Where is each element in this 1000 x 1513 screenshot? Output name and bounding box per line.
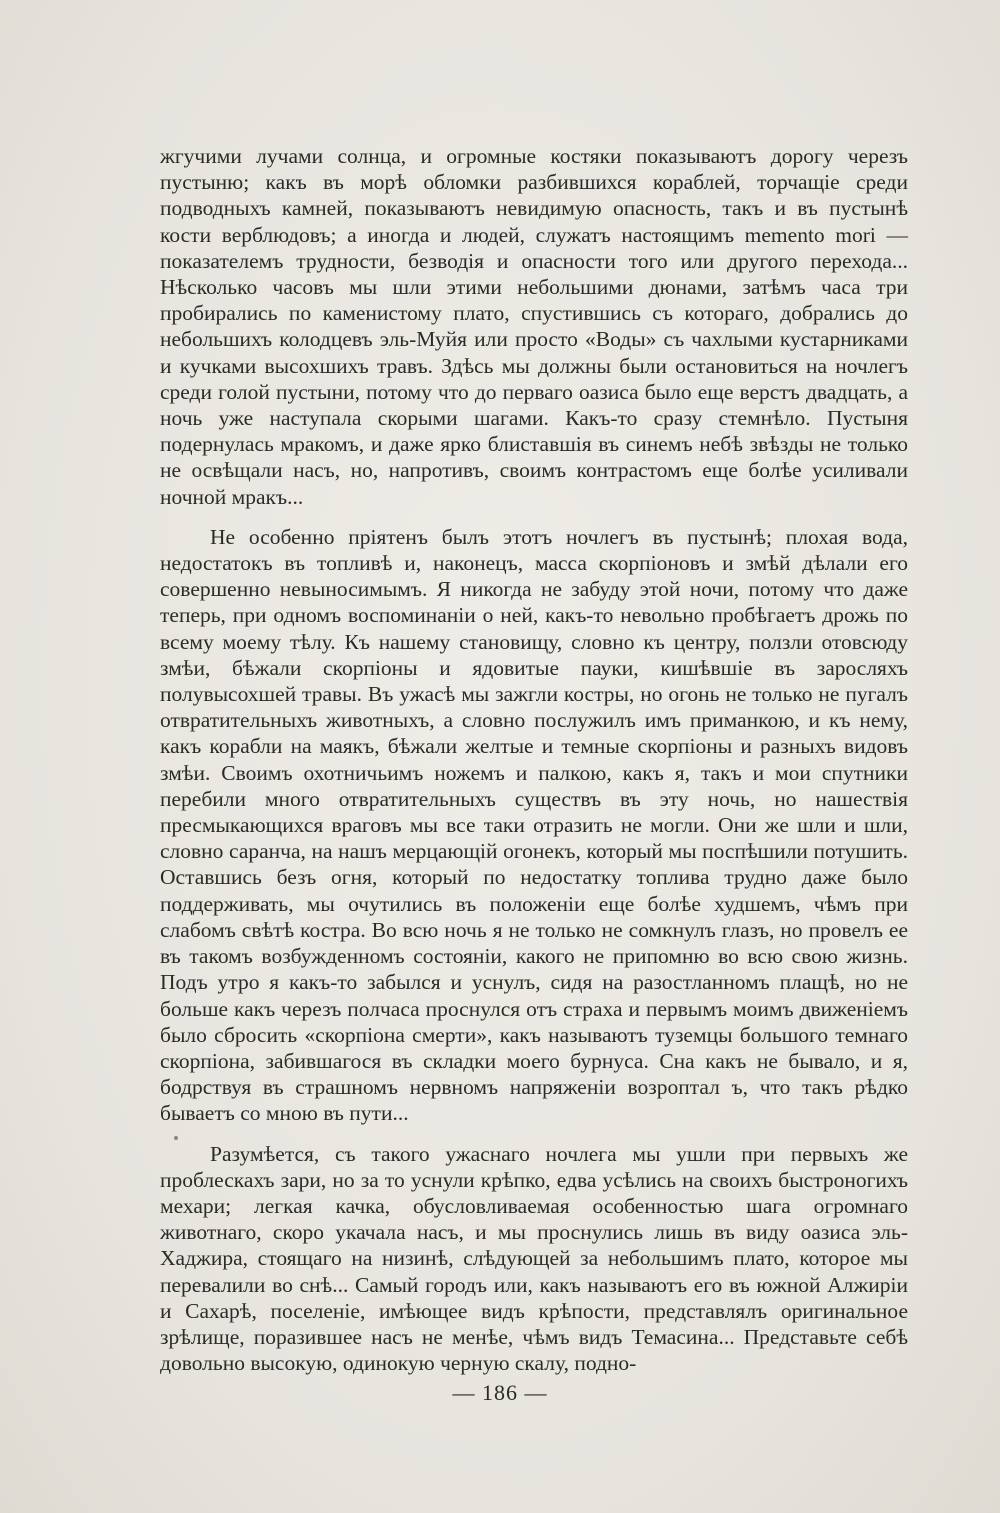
paragraph-3: Разумѣется, съ такого ужаснаго ночлега мы ушли при первыхъ же проблескахъ зари, но за то уснули крѣпко, едва усѣлись на своихъ быстроногихъ мехари; легкая качка, обусловливаемая особенностью шага огромнаго животнаго, скоро укачала насъ, и мы проснулись лишь въ виду оазиса эль-Хаджира, стоящаго на низинѣ, слѣдующей за небольшимъ плато, которое мы перевалили во снѣ... Самый городъ или, какъ называютъ его въ южной Алжиріи и Сахарѣ, поселеніе, имѣющее видъ крѣпости, представлялъ оригинальное зрѣлище, поразившее насъ не менѣе, чѣмъ видъ Темасина... Представьте себѣ довольно высокую, одинокую черную скалу, подно- <box>160 1141 908 1376</box>
paragraph-2: Не особенно пріятенъ былъ этотъ ночлегъ въ пустынѣ; плохая вода, недостатокъ въ топливѣ и, наконецъ, масса скорпіоновъ и змѣй дѣлали его совершенно невыносимымъ. Я никогда не забуду этой ночи, потому что даже теперь, при одномъ воспоминаніи о ней, какъ-то невольно пробѣгаетъ дрожь по всему моему тѣлу. Къ нашему становищу, словно къ центру, ползли отовсюду змѣи, бѣжали скорпіоны и ядовитые пауки, кишѣвшіе въ заросляхъ полувысохшей травы. Въ ужасѣ мы зажгли костры, но огонь не только не пугалъ отвратительныхъ животныхъ, а словно послужилъ имъ приманкою, и къ нему, какъ корабли на маякъ, бѣжали желтые и темные скорпіоны и разныхъ видовъ змѣи. Своимъ охотничьимъ ножемъ и палкою, какъ я, такъ и мои спутники перебили много отвратительныхъ существъ въ эту ночь, но нашествія пресмыкающихся враговъ мы все таки отразить не могли. Они же шли и шли, словно саранча, на нашъ мерцающій огонекъ, который мы поспѣшили потушить. Оставшись безъ огня, который по недостатку топлива трудно даже было поддерживать, мы очутились въ положеніи еще болѣе худшемъ, чѣмъ при слабомъ свѣтѣ костра. Во всю ночь я не только не сомкнулъ глазъ, но провелъ ее въ такомъ возбужденномъ состояніи, какого не припомню во всю свою жизнь. Подъ утро я какъ-то забылся и уснулъ, сидя на разостланномъ плащѣ, но не больше какъ черезъ полчаса проснулся отъ страха и первымъ моимъ движеніемъ было сбросить «скорпіона смерти», какъ называютъ туземцы большого темнаго скорпіона, забившагося въ складки моего бурнуса. Сна какъ не бывало, и я, бодрствуя въ страшномъ нервномъ напряженіи возроптал ъ, что такъ рѣдко бываетъ со мною въ пути... <box>160 524 908 1126</box>
body-text <box>160 143 908 1390</box>
page-number: — 186 — <box>452 1380 548 1405</box>
paper-speck <box>174 1136 178 1140</box>
paragraph-1: жгучими лучами солнца, и огромные костяки показываютъ дорогу черезъ пустыню; какъ въ морѣ обломки разбившихся кораблей, торчащіе среди подводныхъ камней, показываютъ невидимую опасность, такъ и въ пустынѣ кости верблюдовъ; а иногда и людей, служатъ настоящимъ memento mori — показателемъ трудности, безводія и опасности того или другого перехода... Нѣсколько часовъ мы шли этими небольшими дюнами, затѣмъ часа три пробирались по каменистому плато, спустившись съ котораго, добрались до небольшихъ колодцевъ эль-Муйя или просто «Воды» съ чахлыми кустарниками и кучками высохшихъ травъ. Здѣсь мы должны были остановиться на ночлегъ среди голой пустыни, потому что до перваго оазиса было еще верстъ двадцать, а ночь уже наступала скорыми шагами. Какъ-то сразу стемнѣло. Пустыня подернулась мракомъ, и даже ярко блиставшія въ синемъ небѣ звѣзды не только не освѣщали насъ, но, напротивъ, своимъ контрастомъ еще болѣе усиливали ночной мракъ... <box>160 144 908 509</box>
